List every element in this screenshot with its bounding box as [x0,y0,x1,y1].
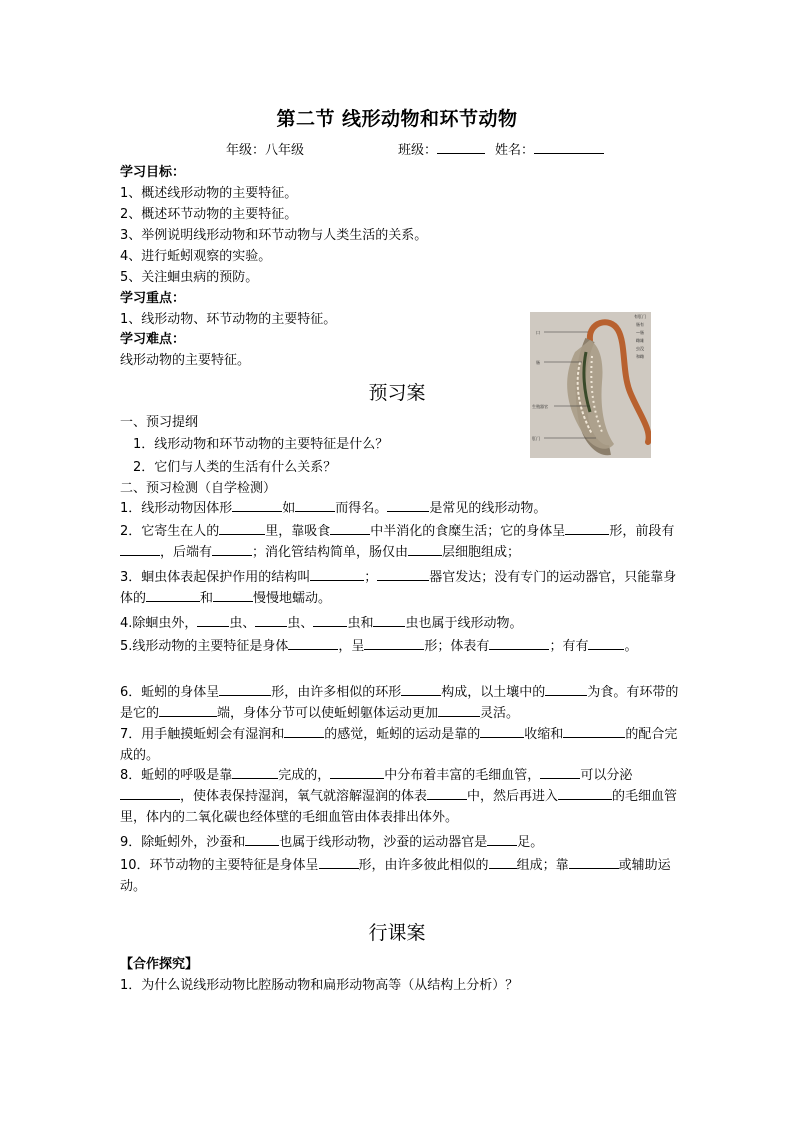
outline-item: 1．线形动物和环节动物的主要特征是什么？ [133,437,389,452]
figure-label: 雌雄 [636,338,644,343]
name-label: 姓名： [495,143,535,158]
preview-heading: 预习案 [368,382,426,404]
objective-item: 3、举例说明线形动物和环节动物与人类生活的关系。 [120,228,428,243]
blank[interactable] [219,521,265,535]
blank[interactable] [120,786,180,800]
blank[interactable] [255,613,287,627]
blank[interactable] [310,567,364,581]
key-points-text: 1、线形动物、环节动物的主要特征。 [120,312,337,327]
figure-label: 和雌 [636,354,644,359]
blank[interactable] [438,703,480,717]
name-field[interactable] [495,139,604,158]
blank[interactable] [489,636,549,650]
question-5: 5.线形动物的主要特征是身体 ，呈 形；体表有 ；有有 。 [120,636,680,657]
class-field[interactable] [398,139,485,158]
question-4: 4.除蛔虫外， 虫、 虫、 虫和 虫也属于线形动物。 [120,613,680,634]
blank[interactable] [540,765,580,779]
key-points-heading: 学习重点： [120,291,186,306]
figure-label: 肛门 [532,436,540,441]
blank[interactable] [330,521,370,535]
objective-item: 1、概述线形动物的主要特征。 [120,186,298,201]
question-8: 8．蚯蚓的呼吸是靠 完成的， 中分布着丰富的毛细血管， 可以分泌，使体表保持湿润，氧气就溶解湿润的体表 中，然后再进入 的毛细血管里，体内的二氧化碳也经体壁的毛细血管由体表排出体外。 [120,765,680,828]
blank[interactable] [146,588,200,602]
difficulty-heading: 学习难点： [120,332,186,347]
difficulty-text: 线形动物的主要特征。 [120,353,251,368]
blank[interactable] [330,765,384,779]
blank[interactable] [480,724,524,738]
figure-label: 肠有 [636,322,644,327]
blank[interactable] [545,682,587,696]
outline-item: 2．它们与人类的生活有什么关系？ [133,460,337,475]
question-3: 3．蛔虫体表起保护作用的结构叫 ； 器官发达；没有专门的运动器官，只能靠身体的 和 慢慢地蠕动。 [120,567,680,609]
blank[interactable] [427,786,467,800]
blank[interactable] [489,855,517,869]
blank[interactable] [377,567,429,581]
blank[interactable] [373,613,405,627]
blank[interactable] [197,613,229,627]
blank[interactable] [588,636,624,650]
blank[interactable] [487,832,517,846]
objective-item: 5、关注蛔虫病的预防。 [120,270,259,285]
blank[interactable] [569,855,619,869]
blank[interactable] [319,855,359,869]
figure-label: 虫没 [636,346,644,351]
figure-label: 生殖器官 [532,404,548,409]
blank[interactable] [245,832,279,846]
coop-heading: 【合作探究】 [120,957,199,972]
blank[interactable] [288,636,338,650]
question-2: 2．它寄生在人的 里，靠吸食 中半消化的食糜生活；它的身体呈 形，前段有，后端有 ；消化管结构简单，肠仅由 层细胞组成； [120,521,680,563]
blank[interactable] [364,636,424,650]
blank[interactable] [219,682,271,696]
question-6: 6．蚯蚓的身体呈 形，由许多相似的环形 构成，以土壤中的 为食。有环带的是它的 端，身体分节可以使蚯蚓躯体运动更加 灵活。 [120,682,680,724]
question-1: 1．线形动物因体形 如 而得名。 是常见的线形动物。 [120,498,680,519]
blank[interactable] [212,542,252,556]
figure-label: —肠 [636,330,644,335]
blank[interactable] [565,521,609,535]
class-label: 班级： [398,143,438,158]
question-7: 7．用手触摸蚯蚓会有湿润和 的感觉，蚯蚓的运动是靠的 收缩和 的配合完成的。 [120,724,680,766]
blank[interactable] [120,542,160,556]
objectives-heading: 学习目标： [120,165,186,180]
blank[interactable] [563,724,625,738]
lesson-question-1: 1．为什么说线形动物比腔肠动物和扁形动物高等（从结构上分析）？ [120,978,519,993]
blank[interactable] [558,786,612,800]
blank[interactable] [284,724,324,738]
question-9: 9．除蚯蚓外，沙蚕和 也属于线形动物，沙蚕的运动器官是 足。 [120,832,680,853]
blank[interactable] [159,703,217,717]
objective-item: 4、进行蚯蚓观察的实验。 [120,249,272,264]
blank[interactable] [401,682,441,696]
outline-heading: 一、预习提纲 [120,415,199,430]
blank[interactable] [408,542,442,556]
blank[interactable] [295,498,335,512]
figure-label: 口 [536,330,540,335]
figure-label: 肠 [536,360,540,365]
grade-label: 年级：八年级 [226,143,305,158]
question-10: 10．环节动物的主要特征是身体呈 形，由许多彼此相似的 组成；靠 或辅助运动。 [120,855,680,897]
page-title: 第二节 线形动物和环节动物 [276,108,518,130]
blank[interactable] [387,498,429,512]
blank[interactable] [213,588,253,602]
check-heading: 二、预习检测（自学检测） [120,481,277,496]
lesson-heading: 行课案 [368,922,426,944]
blank[interactable] [232,765,278,779]
figure-label: 有肛门 [634,314,646,319]
blank[interactable] [232,498,282,512]
blank[interactable] [313,613,347,627]
objective-item: 2、概述环节动物的主要特征。 [120,207,298,222]
